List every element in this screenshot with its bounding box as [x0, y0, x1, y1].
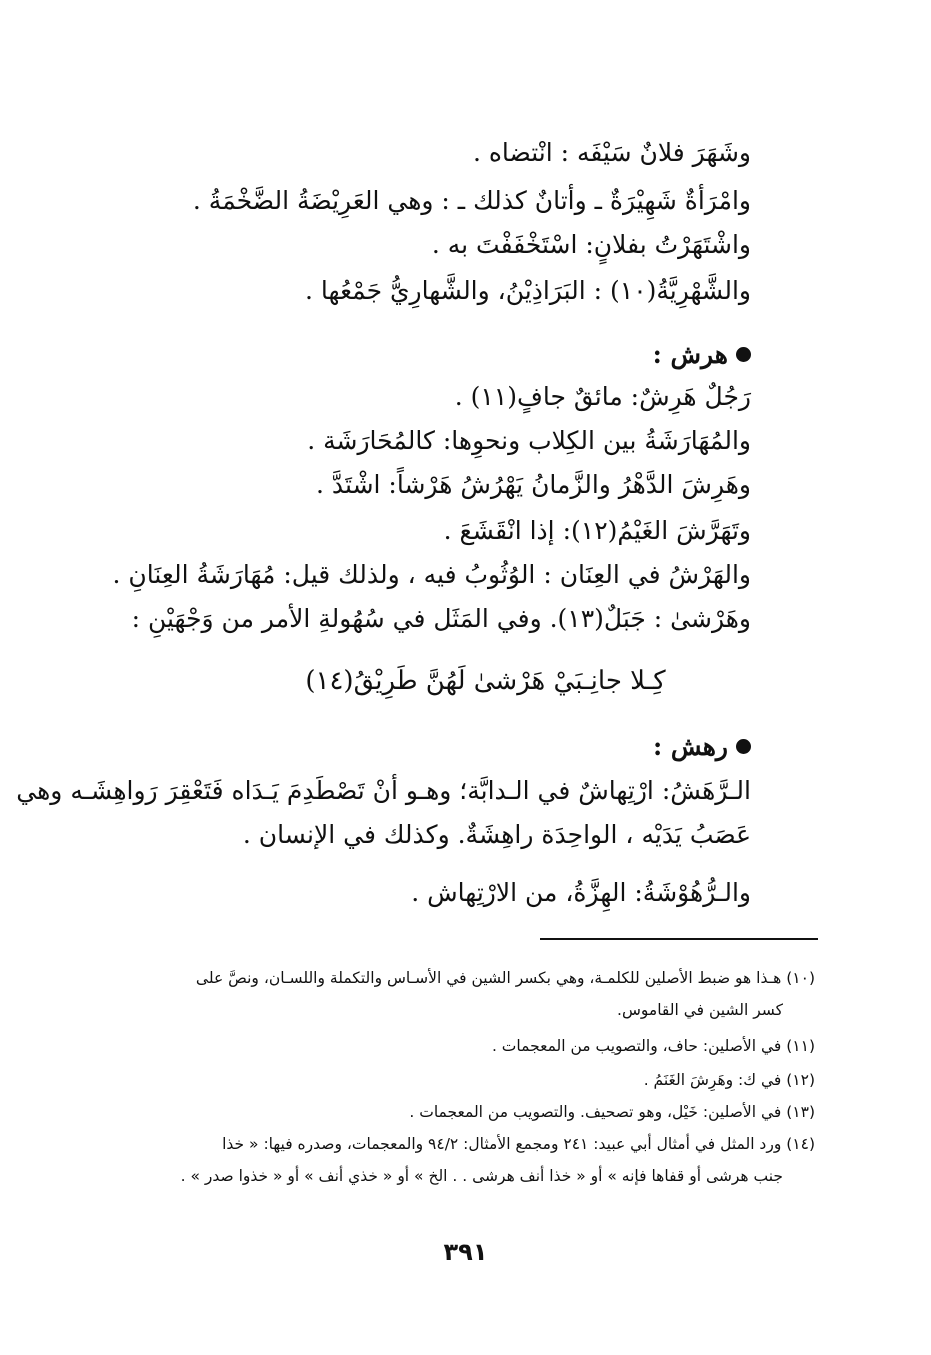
footnote: جنب هرشى أو قفاها فإنه » أو « خذا أنف هرشى . . الخ » أو « خذي أنف » أو « خذوا صدر » . — [180, 1167, 783, 1185]
page-number: ٣٩١ — [443, 1238, 488, 1266]
footnote: (١١) في الأصلين: حاف، والتصويب من المعجمات . — [491, 1037, 815, 1055]
footnote: (١٢) في ك: وهَرِشَ الغَنَمُ . — [643, 1071, 815, 1089]
text-line: الـرَّهَشُ: ارْتِهاشٌ في الـدابَّة؛ وهـو أنْ تَصْطَدِمَ يَـدَاه فَتَعْقِرَ رَواهِشَـه وهي — [16, 776, 751, 805]
footnote: (١٠) هـذا هو ضبط الأصلين للكلمـة، وهي بكسر الشين في الأسـاس والتكملة واللسـان، ونصَّ على — [195, 969, 815, 987]
entry-heading — [80, 730, 751, 764]
text-line: عَصَبُ يَدَيْه ، الواحِدَة راهِشَةٌ. وكذلك في الإنسان . — [242, 820, 751, 849]
bullet-icon — [736, 739, 751, 754]
text-line: وشَهَرَ فلانٌ سَيْفَه : انْتضاه . — [472, 138, 751, 167]
entry-heading-label: هرش : — [652, 340, 728, 369]
text-line: والـرُّهُوْشَةُ: الهِزَّةُ، من الارْتِهاش . — [411, 878, 751, 907]
footnote: كسر الشين في القاموس. — [617, 1001, 783, 1019]
text-line: واشْتَهَرْتُ بفلانٍ: اسْتَخْفَفْتَ به . — [431, 230, 751, 259]
text-line: وهَرِشَ الدَّهْرُ والزَّمانُ يَهْرُشُ هَرْشاً: اشْتَدَّ . — [316, 470, 751, 499]
footnote-separator — [540, 938, 818, 940]
text-line: والهَرْشُ في العِنَان : الوُثُوبُ فيه ، ولذلك قيل: مُهَارَشَةُ العِنَانِ . — [112, 560, 751, 589]
entry-heading — [80, 338, 751, 372]
text-line: والشَّهْرِيَّةُ(١٠) : البَرَاذِيْنُ، والشَّهارِيُّ جَمْعُها . — [305, 276, 751, 305]
verse-line: كِـلا جانِـبَيْ هَرْشىٰ لَهُنَّ طَرِيْقُ(١٤) — [305, 666, 666, 696]
text-line: وتَهَرَّشَ الغَيْمُ(١٢): إذا انْقَشَعَ . — [443, 516, 751, 545]
bullet-icon — [736, 347, 751, 362]
entry-heading-label: رهش : — [652, 732, 728, 761]
text-line: وهَرْشىٰ : جَبَلٌ(١٣). وفي المَثَل في سُهُولةِ الأمر من وَجْهَيْنِ : — [131, 604, 751, 633]
text-line: والمُهَارَشَةُ بين الكِلاب ونحوِها: كالمُحَارَشَة . — [307, 426, 751, 455]
text-line: وامْرَأةٌ شَهِيْرَةٌ ـ وأتانٌ كذلك ـ : وهي العَرِيْضَةُ الضَّخْمَةُ . — [192, 186, 751, 215]
text-line: رَجُلٌ هَرِشٌ: مائقٌ جافٍ(١١) . — [454, 382, 751, 411]
footnote: (١٤) ورد المثل في أمثال أبي عبيد: ٢٤١ ومجمع الأمثال: ٩٤/٢ والمعجمات، وصدره فيها: « خذا — [222, 1135, 815, 1153]
footnote: (١٣) في الأصلين: خَيْل، وهو تصحيف. والتصويب من المعجمات . — [409, 1103, 815, 1121]
